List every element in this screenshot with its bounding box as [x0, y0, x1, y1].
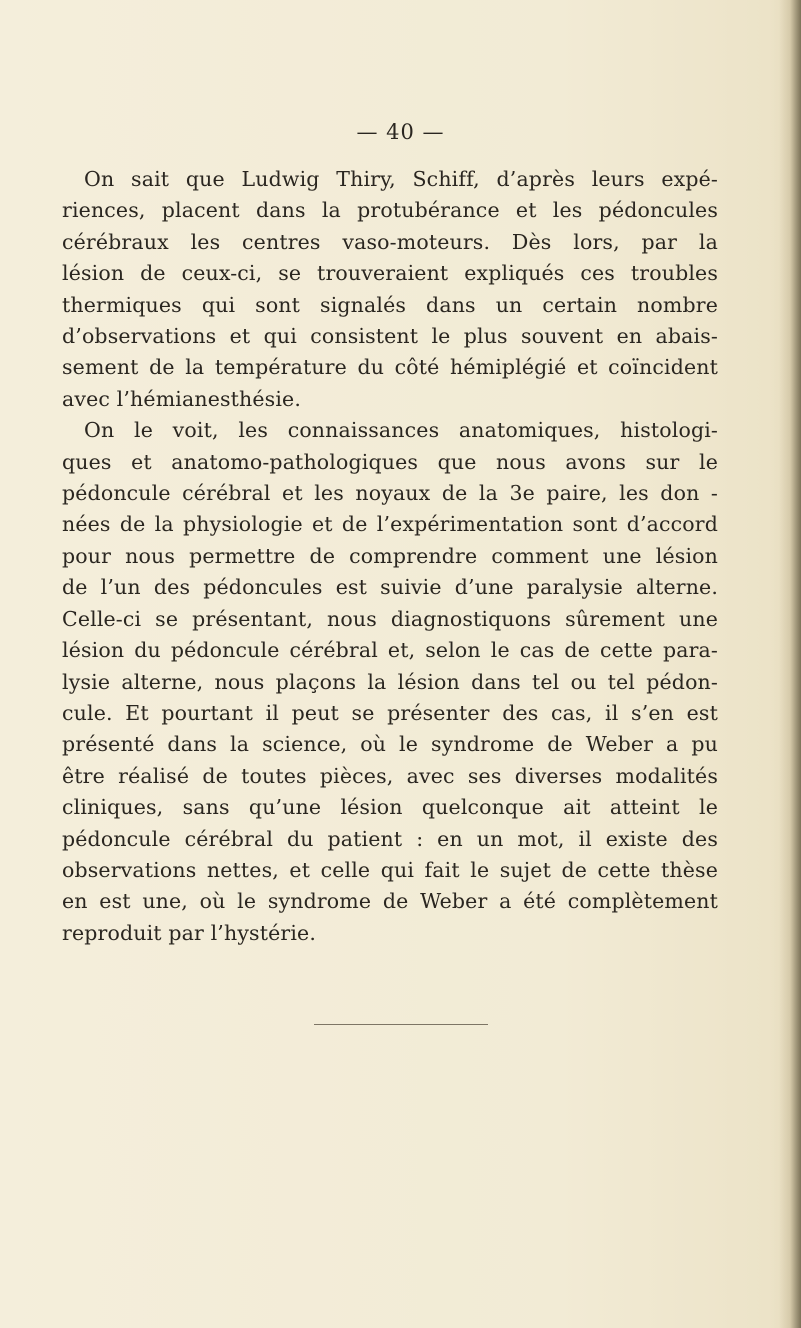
text-line: en est une, où le syndrome de Weber a été complètement — [62, 889, 718, 914]
text-line: Celle-ci se présentant, nous diagnostiquons sûrement une — [62, 606, 718, 631]
text-line: reproduit par l’hystérie. — [62, 920, 316, 945]
text-line: nées de la physiologie et de l’expérimentation sont d’accord — [62, 512, 718, 537]
page-number: — 40 — — [356, 120, 445, 144]
text-line: observations nettes, et celle qui fait le sujet de cette thèse — [62, 857, 718, 882]
text-line: avec l’hémianesthésie. — [62, 386, 302, 411]
text-line: cliniques, sans qu’une lésion quelconque ait atteint le — [62, 795, 718, 820]
text-line: thermiques qui sont signalés dans un certain nombre — [62, 292, 718, 317]
paragraph-1 — [62, 164, 718, 415]
text-line: d’observations et qui consistent le plus souvent en abais- — [62, 324, 718, 349]
body-text — [62, 164, 718, 949]
text-line: lésion de ceux-ci, se trouveraient expliqués ces troubles — [62, 261, 718, 286]
text-line: riences, placent dans la protubérance et les pédoncules — [62, 198, 718, 223]
text-line: On le voit, les connaissances anatomiques, histologi- — [84, 418, 718, 443]
text-line: lésion du pédoncule cérébral et, selon le cas de cette para- — [62, 638, 718, 663]
text-line: de l’un des pédoncules est suivie d’une paralysie alterne. — [62, 575, 718, 600]
text-line: lysie alterne, nous plaçons la lésion dans tel ou tel pédon- — [62, 669, 718, 694]
text-line: cule. Et pourtant il peut se présenter des cas, il s’en est — [62, 700, 718, 725]
text-line: pédoncule cérébral et les noyaux de la 3e paire, les don - — [62, 481, 718, 506]
text-line: présenté dans la science, où le syndrome de Weber a pu — [62, 732, 718, 757]
text-line: sement de la température du côté hémiplégié et coïncident — [62, 355, 718, 380]
text-line: ques et anatomo-pathologiques que nous avons sur le — [62, 449, 718, 474]
paragraph-2 — [62, 415, 718, 949]
text-line: être réalisé de toutes pièces, avec ses diverses modalités — [62, 763, 718, 788]
text-line: cérébraux les centres vaso-moteurs. Dès lors, par la — [62, 229, 718, 254]
text-line: On sait que Ludwig Thiry, Schiff, d’après leurs expé- — [84, 167, 718, 191]
page-edge-shadow — [779, 0, 801, 1328]
text-line: pédoncule cérébral du patient : en un mot, il existe des — [62, 826, 718, 851]
text-line: pour nous permettre de comprendre comment une lésion — [62, 543, 718, 568]
end-separator-rule — [314, 1024, 488, 1025]
